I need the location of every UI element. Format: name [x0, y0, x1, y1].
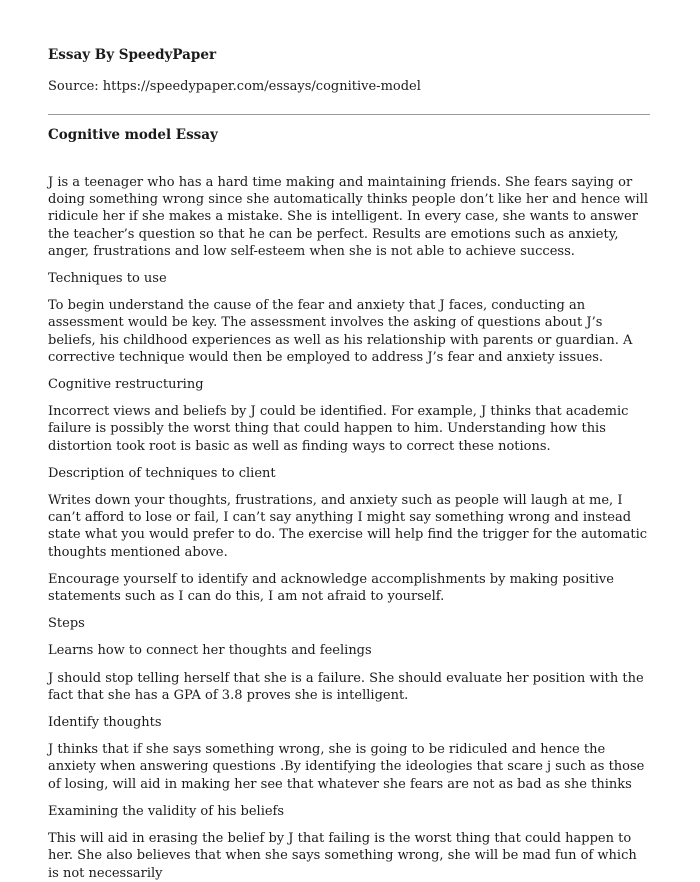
paragraph: Writes down your thoughts, frustrations, and anxiety such as people will laugh at me, I can’t afford to lose or fail, I can’t say anything I might say something wrong and instead state what you would prefer to do. The exercise will help find the trigger for the automatic thoughts mentioned above. [48, 493, 648, 560]
essay-body [48, 174, 650, 882]
paragraph: J is a teenager who has a hard time making and maintaining friends. She fears saying or doing something wrong since she automatically thinks people don’t like her and hence will ridicule her if she makes a mistake. She is intelligent. In every case, she wants to answer the teacher’s question so that he can be perfect. Results are emotions such as anxiety, anger, frustrations and low self-esteem when she is not able to achieve success. [48, 175, 648, 259]
source-line: Source: https://speedypaper.com/essays/cognitive-model [48, 79, 421, 94]
paragraph: Incorrect views and beliefs by J could be identified. For example, J thinks that academic failure is possibly the worst thing that could happen to him. Understanding how this distortion took root is basic as well as finding ways to correct these notions. [48, 404, 629, 454]
paragraph: This will aid in erasing the belief by J that failing is the worst thing that could happen to her. She also believes that when she says something wrong, she will be mad fun of which is not necessarily [48, 831, 637, 881]
section-heading: Cognitive restructuring [48, 377, 204, 393]
paragraph: Encourage yourself to identify and acknowledge accomplishments by making positive statements such as I can do this, I am not afraid to yourself. [48, 571, 614, 605]
section-heading: Learns how to connect her thoughts and feelings [48, 643, 372, 659]
document-header-title: Essay By SpeedyPaper [48, 47, 217, 63]
essay-title: Cognitive model Essay [48, 127, 218, 143]
section-heading: Techniques to use [48, 271, 167, 287]
section-heading: Description of techniques to client [48, 465, 276, 481]
paragraph: J thinks that if she says something wrong, she is going to be ridiculed and hence the anxiety when answering questions .By identifying the ideologies that scare j such as those of losing, will aid in making her see that whatever she fears are not as bad as she thinks [48, 742, 645, 792]
section-heading: Steps [48, 616, 85, 632]
paragraph: To begin understand the cause of the fear and anxiety that J faces, conducting an assessment would be key. The assessment involves the asking of questions about J’s beliefs, his childhood experiences as well as his relationship with parents or guardian. A corrective technique would then be employed to address J’s fear and anxiety issues. [48, 298, 633, 365]
paragraph: J should stop telling herself that she is a failure. She should evaluate her position with the fact that she has a GPA of 3.8 proves she is intelligent. [48, 670, 644, 703]
header-divider [48, 114, 650, 115]
section-heading: Identify thoughts [48, 715, 162, 731]
section-heading: Examining the validity of his beliefs [48, 803, 285, 819]
